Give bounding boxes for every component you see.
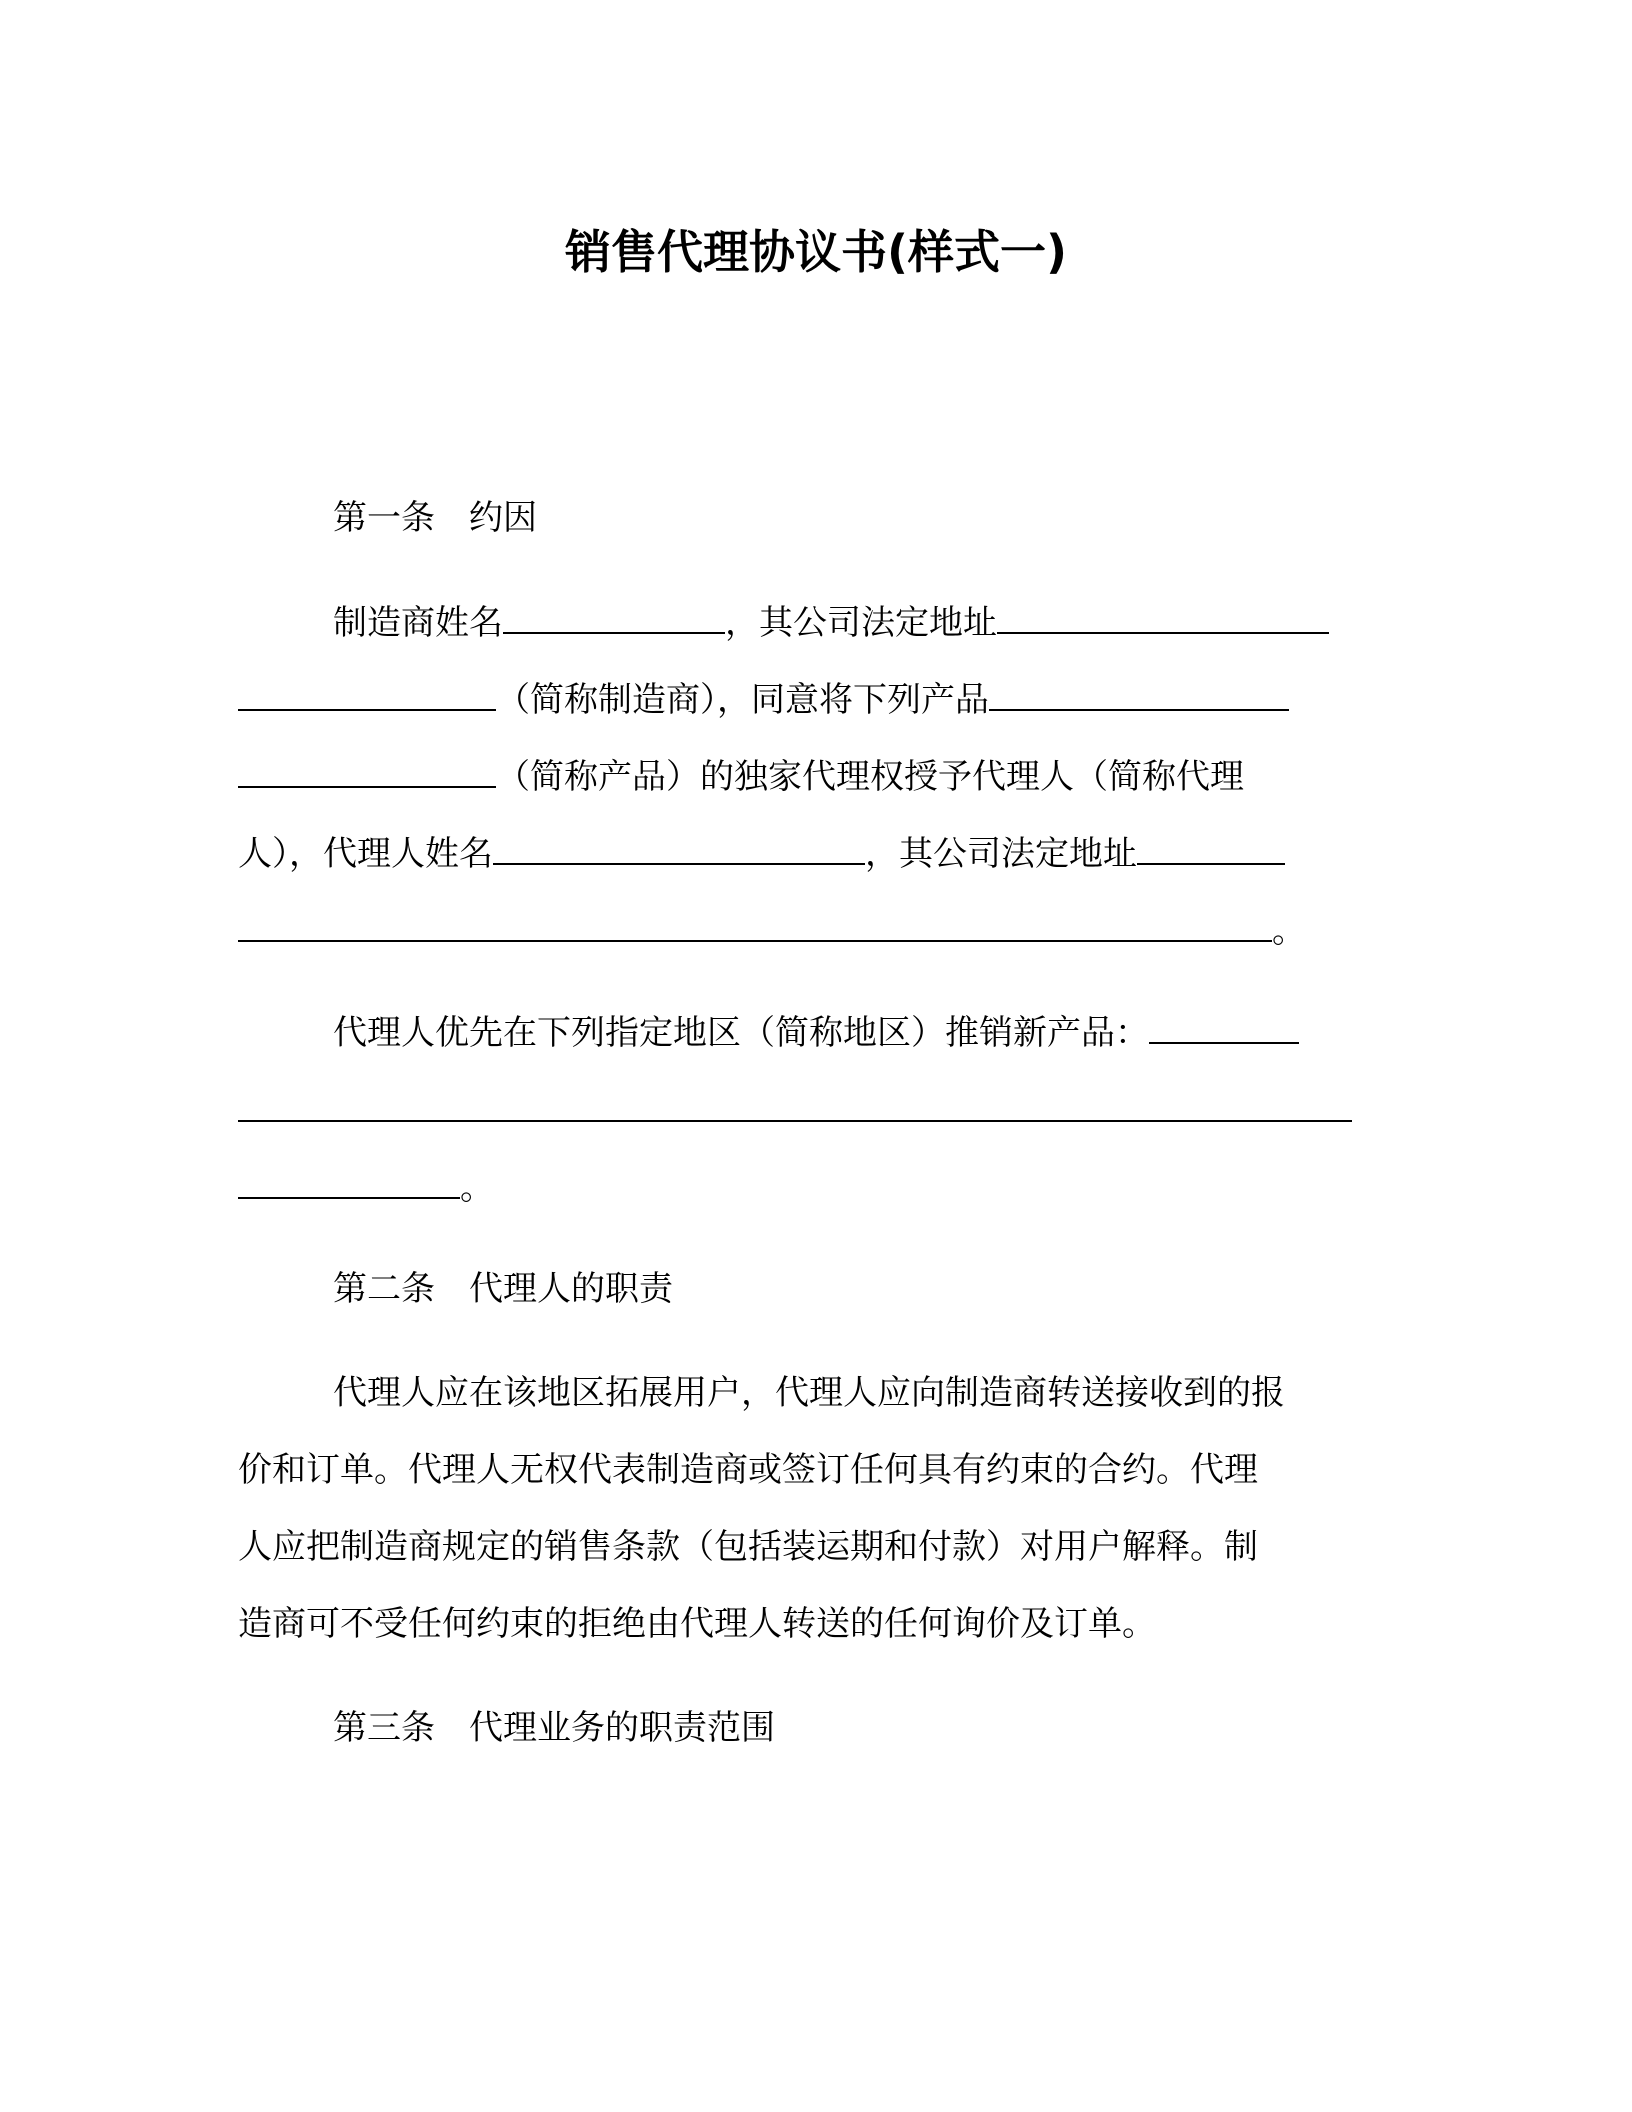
article1-p1-line5 — [238, 906, 1306, 955]
text-fragment: （简称制造商），同意将下列产品 — [496, 680, 989, 720]
document-title: 销售代理协议书(样式一) — [564, 225, 1068, 279]
text-fragment: 。 — [460, 1168, 494, 1208]
article1-p1-line4 — [238, 829, 1285, 878]
article2-line1: 代理人应在该地区拓展用户，代理人应向制造商转送接收到的报 — [333, 1373, 1285, 1413]
text-fragment: ，其公司法定地址 — [865, 834, 1137, 874]
article1-p1-line2 — [238, 675, 1289, 724]
article1-heading: 第一条 约因 — [333, 498, 537, 538]
text-fragment: 代理人优先在下列指定地区（简称地区）推销新产品： — [333, 1013, 1149, 1053]
article2-line3: 人应把制造商规定的销售条款（包括装运期和付款）对用户解释。制 — [238, 1527, 1258, 1567]
text-fragment: 。 — [1272, 911, 1306, 951]
article1-p2-line3 — [238, 1163, 494, 1212]
article3-heading: 第三条 代理业务的职责范围 — [333, 1708, 775, 1748]
article2-line4: 造商可不受任何约束的拒绝由代理人转送的任何询价及订单。 — [238, 1604, 1156, 1644]
article2-line2: 价和订单。代理人无权代表制造商或签订任何具有约束的合约。代理 — [238, 1450, 1258, 1490]
article1-p1-line1 — [333, 598, 1329, 647]
article2-heading: 第二条 代理人的职责 — [333, 1269, 673, 1309]
article1-p2-line2 — [238, 1086, 1352, 1135]
text-fragment: 人），代理人姓名 — [238, 834, 493, 874]
article1-p2-line1 — [333, 1008, 1299, 1057]
fill-blank — [1149, 1008, 1299, 1044]
text-fragment: （简称产品）的独家代理权授予代理人（简称代理 — [496, 757, 1244, 797]
fill-blank — [238, 906, 1272, 942]
text-fragment: ，其公司法定地址 — [725, 603, 997, 643]
fill-blank — [238, 752, 496, 788]
fill-blank — [238, 1086, 1352, 1122]
fill-blank — [238, 1163, 460, 1199]
fill-blank — [493, 829, 865, 865]
text-fragment: 制造商姓名 — [333, 603, 503, 643]
fill-blank — [503, 598, 725, 634]
fill-blank — [997, 598, 1329, 634]
fill-blank — [238, 675, 496, 711]
fill-blank — [1137, 829, 1285, 865]
fill-blank — [989, 675, 1289, 711]
article1-p1-line3 — [238, 752, 1244, 801]
